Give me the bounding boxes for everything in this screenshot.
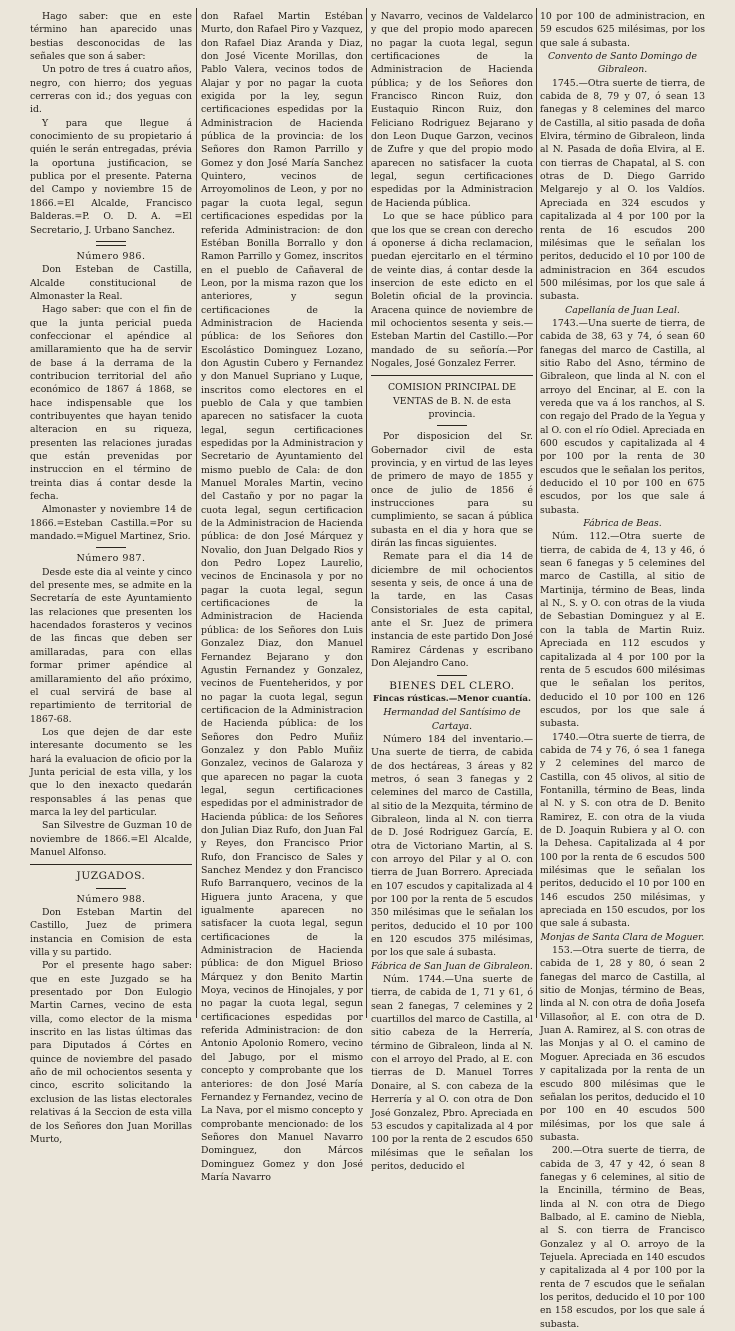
paragraph: Por disposicion del Sr. Gobernador civil de esta provincia, y en virtud de las leyes de primero de mayo de 1855 y once de julio de 1856 é instrucciones para su cumplimiento, se sacan á pública subasta en el dia y hora que se dirán las fincas siguientes. [371, 431, 533, 550]
subheading: Convento de Santo Domingo de Gibraleon. [547, 51, 698, 76]
column-rule [196, 8, 197, 1018]
paragraph: don Rafael Martin Estéban Murto, don Rafael Piro y Vazquez, don Rafael Diaz Aranda y Diaz, don José Vicente Morillas, don Pablo Valera, vecinos todos de Alajar y por no pagar la cuota exigida por la ley, segun certificaciones espedidas por la Administracion de Hacienda pública de la provincia: de los Señores don Ramon Parrillo y Gomez y don José María Sanchez Quintero, vecinos de Arroyomolinos de Leon, y por no pagar la cuota legal, segun certificaciones espedidas por la referida Administracion: de don Estéban Bonilla Borrallo y don Ramon Parrillo y Gomez, inscritos en el pueblo de Cañaveral de Leon, por la misma razon que los anteriores, y segun certificaciones de la Administracion de Hacienda pública: de los Señores don Escolástico Dominguez Lozano, don Agustin Cubero y Fernandez y don Manuel Supriano y Luque, inscritos como electores en el pueblo de Cala y que tambien aparecen no satisfacer la cuota legal, segun certificaciones espedidas por la Administracion y Secretario de Ayuntamiento del mismo pueblo de Cala: de don Manuel Morales Martin, vecino del Castaño y por no pagar la cuota legal, segun certificacion de la Administracion de Hacienda pública: de don José Márquez y Novalio, don Juan Delgado Rios y don Pedro Lopez Laurelio, vecinos de Encinasola y por no pagar la cuota legal, segun certificaciones de la Administracion de Hacienda pública: de los Señores don Luis Gonzalez Diaz, don Manuel Fernandez Bejarano y don Agustin Fernandez y Gonzalez, vecinos de Fuenteheridos, y por no pagar la cuota legal, segun certificacion de la Administracion de Hacienda pública: de los Señores don Pedro Muñiz Gonzalez y don Pablo Muñiz Gonzalez, vecinos de Galaroza y que aparecen no pagar la cuota legal, segun certificaciones espedidas por el administrador de Hacienda pública: de los Señores don Julian Diaz Rufo, don Juan Fal y Reyes, don Francisco Prior Rufo, don Francisco de Sales y Sanchez Mendez y don Francisco Rufo Barranquero, vecinos de la Higuera junto Aracena, y que igualmente aparecen no satisfacer la cuota legal, segun certificaciones de la Administracion de Hacienda pública: de don Miguel Brioso Márquez y don Benito Martin Moya, vecinos de Hinojales, y por no pagar la cuota legal, segun certificaciones espedidas por referida Administracion: de don Antonio Apolonio Romero, vecino del Jabugo, por el mismo concepto y comprobante que los anteriores: de don José María Fernandez y Fernandez, vecino de La Nava, por el mismo concepto y comprobante mencionado: de los Señores don Manuel Navarro Dominguez, don Márcos Dominguez Gomez y don José María Navarro [201, 11, 363, 1183]
paragraph: 1745.—Otra suerte de tierra, de cabida de 8, 79 y 07, ó sean 13 fanegas y 8 celemines del marco de Castilla, al sitio pasada de doña Elvira, término de Gibraleon, linda al N. Pasada de doña Elvira, al E. con tierras de Chapatal, al S. con otras de D. Diego Garrido Melgarejo y al O. los Valdíos. Apreciada en 324 escudos y capitalizada al 4 por 100 por la renta de 16 escudos 200 milésimas que le señalan los peritos, deducido el 10 por 100 de administracion en 364 escudos 500 milésimas, por los que sale á subasta. [540, 77, 705, 303]
column-rule [536, 8, 537, 1018]
subheading: Fábrica de Beas. [583, 518, 662, 530]
paragraph: 10 por 100 de administracion, en 59 escudos 625 milésimas, por los que sale á subasta. [540, 11, 705, 49]
section-heading: JUZGADOS. [76, 870, 146, 883]
paragraph: Núm. 112.—Otra suerte de tierra, de cabida de 4, 13 y 46, ó sean 6 fanegas y 5 celemines del marco de Castilla, al sitio de Martinija, término de Beas, linda al N., S. y O. con otras de la viuda de Sebastian Dominguez y al E. con la tabla de Martin Ruiz. Apreciada en 112 escudos y capitalizada al 4 por 100 por la renta de 5 escudos 600 milésimas que le señalan los peritos, deducido el 10 por 100 en 126 escudos, por los que sale á subasta. [540, 531, 705, 730]
section-number: Número 986. [76, 250, 146, 262]
paragraph: Lo que se hace público para que los que se crean con derecho á oponerse á dicha reclamacion, puedan ejercitarlo en el término de veinte dias, á contar desde la insercion de este edicto en el Boletin oficial de la provincia. Aracena quince de noviembre de mil ochocientos sesenta y seis.—Esteban Martin del Castillo.—Por mandado de su señoría.—Por Nogales, José Gonzalez Ferrer. [371, 211, 533, 369]
paragraph: Los que dejen de dar este interesante documento se les hará la evaluacion de oficio por la Junta pericial de esta villa, y los que lo den inexacto quedarán responsables á las penas que marca la ley del particular. [30, 726, 192, 818]
separator [96, 241, 126, 246]
separator [371, 375, 533, 376]
subheading: Fábrica de San Juan de Gibraleon. [371, 960, 533, 972]
paragraph: 200.—Otra suerte de tierra, de cabida de 3, 47 y 42, ó sean 8 fanegas y 6 celemines, al sitio de la Encinilla, término de Beas, linda al N. con otra de Diego Balbado, al E. camino de Niebla, al S. con tierra de Francisco Gonzalez y al O. arroyo de la Tejuela. Apreciada en 140 escudos y capitalizada al 4 por 100 por la renta de 7 escudos que le señalan los peritos, deducido el 10 por 100 en 158 escudos, por los que sale á subasta. [540, 1145, 705, 1330]
paragraph: 1743.—Una suerte de tierra, de cabida de 38, 63 y 74, ó sean 60 fanegas del marco de Castilla, al sitio Rabo del Asno, término de Gibraleon, que linda al N. con el arroyo del Encinar, al E. con la vereda que va á los ranchos, al S. con regajo del Prado de la Yegua y al O. con el río Odiel. Apreciada en 600 escudos y capitalizada al 4 por 100 por la renta de 30 escudos que le señalan los peritos, deducido el 10 por 100 en 675 escudos, por los que sale á subasta. [540, 317, 705, 516]
paragraph: y Navarro, vecinos de Valdelarco y que del propio modo aparecen no pagar la cuota legal, segun certificaciones de la Administracion de Hacienda pública; y de los Señores don Francisco Rincon Ruiz, don Eustaquio Rincon Ruiz, don Feliciano Rodriguez Bejarano y don Leon Duque Garzon, vecinos de Zufre y que del propio modo aparecen no satisfacer la cuota legal, segun certificaciones espedidas por la Administracion de Hacienda pública. [371, 11, 533, 209]
paragraph: San Silvestre de Guzman 10 de noviembre de 1866.=El Alcalde, Manuel Alfonso. [30, 820, 192, 858]
section-heading: COMISION PRINCIPAL DE VENTAS de B. N. de esta provincia. [387, 382, 516, 420]
paragraph: Y para que llegue á conocimiento de su propietario á quién le serán entregadas, prévia la oportuna justificacion, se publica por el presente. Paterna del Campo y noviembre 15 de 1866.=El Alcalde, Francisco Balderas.=P. O. D. A. =El Secretario, J. Urbano Sanchez. [30, 117, 192, 236]
paragraph: Núm. 1744.—Una suerte de tierra, de cabida de 1, 71 y 61, ó sean 2 fanegas, 7 celemines y 2 cuartillos del marco de Castilla, al sitio cabeza de la Herrería, término de Gibraleon, linda al N. con el arroyo del Prado, al E. con tierras de D. Manuel Torres Donaire, al S. con cabeza de la Herrería y al O. con otra de Don José Gonzalez, Pbro. Apreciada en 53 escudos y capitalizada al 4 por 100 por la renta de 2 escudos 650 milésimas que le señalan los peritos, deducido el [371, 974, 533, 1172]
subheading: Capellanía de Juan Leal. [565, 304, 680, 316]
column-rule [366, 8, 367, 1018]
section-heading: BIENES DEL CLERO. [389, 679, 515, 692]
paragraph: Don Esteban Martin del Castillo, Juez de primera instancia en Comision de esta villa y su partido. [30, 907, 192, 959]
section-number: Número 988. [76, 893, 146, 905]
column-2 [201, 10, 363, 1183]
paragraph: Desde este dia al veinte y cinco del presente mes, se admite en la Secretaría de este Ayuntamiento las relaciones que presenten los hacendados forasteros y vecinos de las fincas que deben ser amillaradas, para con ellas formar primer apéndice al amillaramiento del año próximo, el cual servirá de base al repartimiento de territorial de 1867-68. [30, 566, 192, 725]
column-4 [540, 10, 705, 1330]
paragraph: Hago saber: que con el fin de que la junta pericial pueda confeccionar el apéndice al amillaramiento que ha de servir de base á la derrama de la contribucion territorial del año económico de 1867 á 1868, se hace indispensable que los contribuyentes que hayan tenido alteracion en su riqueza, presenten las relaciones juradas que están prevenidas por instruccion en el término de treinta dias á contar desde la fecha. [30, 304, 192, 503]
separator [96, 888, 126, 889]
column-3 [371, 10, 533, 1172]
paragraph: 1740.—Otra suerte de tierra, de cabida de 74 y 76, ó sea 1 fanega y 2 celemines del marco de Castilla, con 45 olivos, al sitio de Fontanilla, término de Beas, linda al N. y S. con otra de D. Benito Ramirez, E. con otra de la viuda de D. Joaquin Rubiera y al O. con la Dehesa. Capitalizada al 4 por 100 por la renta de 6 escudos 500 milésimas que le señalan los peritos, deducido el 10 por 100 en 146 escudos 250 milésimas, y apreciada en 150 escudos, por los que sale á subasta. [540, 731, 705, 930]
paragraph: Don Esteban de Castilla, Alcalde constitucional de Almonaster la Real. [30, 264, 192, 302]
paragraph: Por el presente hago saber: que en este Juzgado se ha presentado por Don Eulogio Martin Carnes, vecino de esta villa, como elector de la misma inscrito en las listas últimas das para Diputados á Córtes en quince de noviembre del pasado año de mil ochocientos sesenta y cinco, escrito solicitando la exclusion de las listas electorales relativas á la Seccion de esta villa de los Señores don Juan Morillas Murto, [30, 960, 192, 1145]
separator [437, 675, 467, 676]
paragraph: Hago saber: que en este término han aparecido unas bestias desconocidas de las señales que son á saber: [30, 11, 192, 63]
paragraph: 153.—Otra suerte de tierra, de cabida de 1, 28 y 80, ó sean 2 fanegas del marco de Castilla, al sitio de Monjas, término de Beas, linda al N. con otra de doña Josefa Villasoñor, al E. con otra de D. Juan A. Ramirez, al S. con otras de las Monjas y al O. el camino de Moguer. Apreciada en 36 escudos y capitalizada por la renta de un escudo 800 milésimas que le señalan los peritos, deducido el 10 por 100 en 40 escudos 500 milésimas, por los que sale á subasta. [540, 945, 705, 1143]
separator [30, 864, 192, 865]
section-number: Número 987. [76, 553, 146, 565]
subheading: Fincas rústicas.—Menor cuantía. [373, 693, 531, 704]
paragraph: Un potro de tres á cuatro años, negro, con hierro; dos yeguas cerreras con id.; dos yeguas con id. [30, 64, 192, 116]
paragraph: Remate para el dia 14 de diciembre de mil ochocientos sesenta y seis, de once á una de la tarde, en las Casas Consistoriales de esta capital, ante el Sr. Juez de primera instancia de este partido Don José Ramirez Cárdenas y escribano Don Alejandro Cano. [371, 551, 533, 670]
separator [96, 547, 126, 548]
separator [437, 425, 467, 426]
subheading: Hermandad del Santísimo de Cartaya. [383, 707, 521, 732]
paragraph: Almonaster y noviembre 14 de 1866.=Esteban Castilla.=Por su mandado.=Miguel Martinez, Srio. [30, 504, 192, 543]
paragraph: Número 184 del inventario.—Una suerte de tierra, de cabida de dos hectáreas, 3 áreas y 82 metros, ó sean 3 fanegas y 2 celemines del marco de Castilla, al sitio de la Mezquita, término de Gibraleon, linda al N. con tierra de D. José Rodriguez García, E. otra de Victoriano Martin, al S. con arroyo del Pilar y al O. con tierra de Juan Borrero. Apreciada en 107 escudos y capitalizada al 4 por 100 por la renta de 5 escudos 350 milésimas que le señalan los peritos, deducido el 10 por 100 en 120 escudos 375 milésimas, por los que sale á subasta. [371, 733, 533, 959]
column-1 [30, 10, 192, 1145]
subheading: Monjas de Santa Clara de Moguer. [540, 931, 705, 943]
